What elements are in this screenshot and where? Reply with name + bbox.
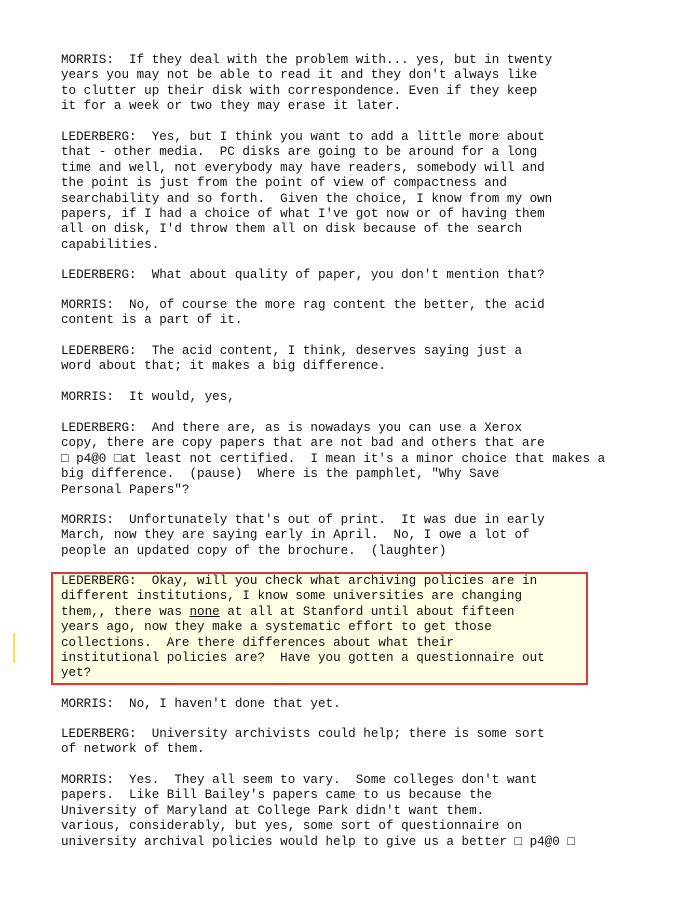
underlined-line: them,, there was none at all at Stanford until about fifteen <box>61 604 515 619</box>
paragraph-6: MORRIS: It would, yes, <box>61 390 235 404</box>
paragraph-3: LEDERBERG: What about quality of paper, you don't mention that? <box>61 268 545 282</box>
paragraph-1: MORRIS: If they deal with the problem with... yes, but in twenty years you may not be able to read it and they don't always like to clutter up their disk with correspondence. Even if they keep it for a week or two they may erase it later. <box>61 53 553 114</box>
paragraph-7: LEDERBERG: And there are, as is nowadays you can use a Xerox copy, there are copy papers that are not bad and others that are □ p4@0 □at least not certified. I mean it's a minor choice that makes a big difference. (pause) Where is the pamphlet, "Why Save Personal Papers"? <box>61 421 606 497</box>
paragraph-4: MORRIS: No, of course the more rag content the better, the acid content is a part of it. <box>61 298 545 328</box>
paragraph-8: MORRIS: Unfortunately that's out of print. It was due in early March, now they are saying early in April. No, I owe a lot of people an updated copy of the brochure. (laughter) <box>61 513 545 558</box>
paragraph-9-highlighted: LEDERBERG: Okay, will you check what archiving policies are in different institutions, I know some universities are changing them,, there was none at all at Stanford until about fifteen years ago, now they make a systematic effort to get those collections. Are there differences about what their institutional policies are? Have you gotten a questionnaire out yet? <box>61 574 545 681</box>
paragraph-12: MORRIS: Yes. They all seem to vary. Some colleges don't want papers. Like Bill Bailey's papers came to us because the University of Maryland at College Park didn't want them. various, considerably, but yes, some sort of questionnaire on university archival policies would help to give us a better □ p4@0 □ <box>61 773 575 849</box>
paragraph-2: LEDERBERG: Yes, but I think you want to add a little more about that - other media. PC disks are going to be around for a long time and well, not everybody may have readers, somebody will and the point is just from the point of view of compactness and searchability and so forth. Given the choice, I know from my own papers, if I had a choice of what I've got now or of having them all on disk, I'd throw them all on disk because of the search capabilities. <box>61 130 553 252</box>
paragraph-10: MORRIS: No, I haven't done that yet. <box>61 697 341 711</box>
paragraph-11: LEDERBERG: University archivists could help; there is some sort of network of them. <box>61 727 545 757</box>
margin-mark <box>13 633 15 663</box>
underlined-word: none <box>189 604 220 619</box>
paragraph-5: LEDERBERG: The acid content, I think, deserves saying just a word about that; it makes a big difference. <box>61 344 523 374</box>
